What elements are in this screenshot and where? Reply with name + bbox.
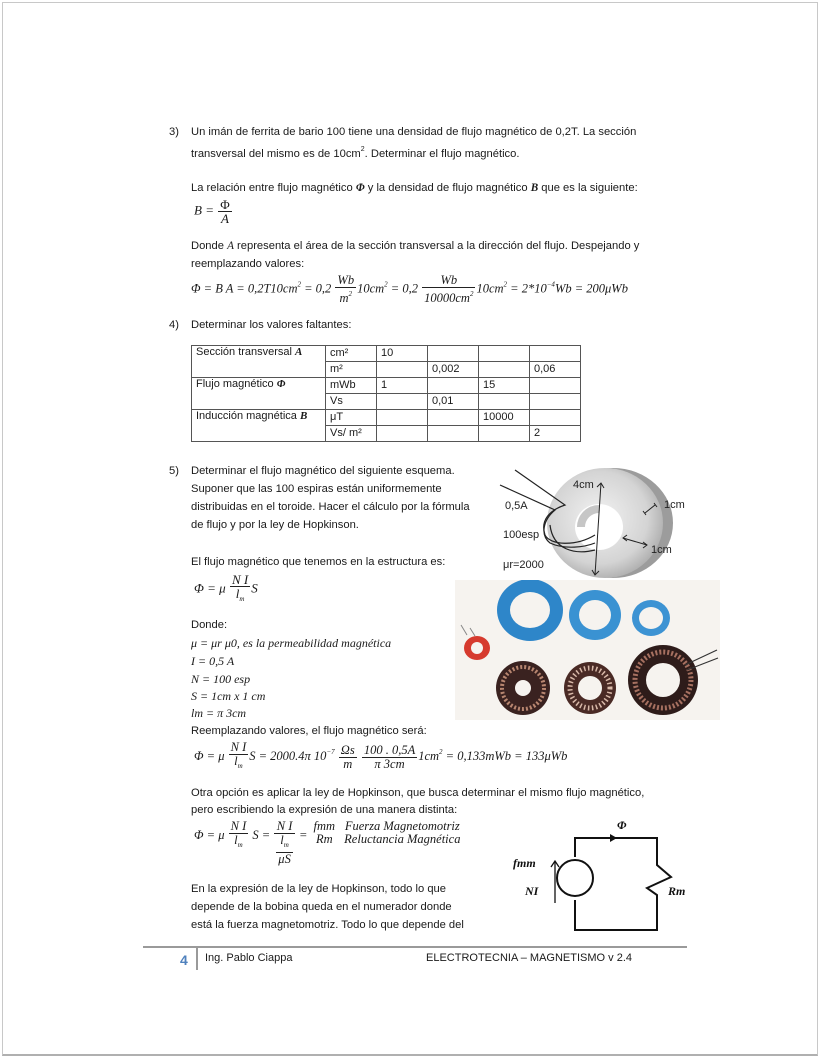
- quantity-label: Inducción magnética B: [192, 410, 326, 442]
- circuit-phi-label: Φ: [617, 818, 627, 832]
- replace-text: Reemplazando valores, el flujo magnético será:: [191, 725, 427, 737]
- table-row: [192, 378, 581, 394]
- flux-arrow-icon: [610, 834, 617, 842]
- mu-r-label: μr=2000: [503, 559, 544, 571]
- value-cell: [377, 410, 428, 426]
- formula-b-equals-phi-over-a: B = $\frac{\Phi}{A}$: [194, 197, 230, 226]
- value-cell: [428, 378, 479, 394]
- table-row: [192, 410, 581, 426]
- turns-label: 100esp: [503, 529, 540, 541]
- hopkinson-text-1: Otra opción es aplicar la ley de Hopkinson, que busca determinar el mismo flujo magnético,: [191, 787, 645, 799]
- value-cell: 10: [377, 346, 428, 362]
- value-cell: 15: [479, 378, 530, 394]
- unit-cell: Vs: [326, 394, 377, 410]
- definition-i: I = 0,5 A: [191, 654, 235, 668]
- definition-n: N = 100 esp: [191, 672, 251, 686]
- footer-separator: [196, 948, 198, 970]
- toroid-core: [547, 468, 673, 578]
- value-cell: [479, 426, 530, 442]
- unit-cell: mWb: [326, 378, 377, 394]
- quantity-label: Sección transversal A: [192, 346, 326, 378]
- value-cell: [479, 346, 530, 362]
- formula-flux: Φ = μ $\frac{\text{N I}}{l_m}$ S: [194, 572, 258, 603]
- current-label: 0,5A: [505, 500, 528, 512]
- footer-divider: [143, 946, 687, 948]
- wound-toroid-1: [496, 661, 550, 715]
- wound-toroid-2: [564, 662, 616, 714]
- circuit-ni-label: NI: [525, 884, 539, 898]
- magnetic-circuit-diagram: [505, 815, 695, 940]
- problem-5-line-3: distribuidas en el toroide. Hacer el cálculo por la fórmula: [191, 501, 470, 513]
- problem-5-line-4: de flujo y por la ley de Hopkinson.: [191, 519, 359, 531]
- value-cell: 0,002: [428, 362, 479, 378]
- value-cell: 0,01: [428, 394, 479, 410]
- value-cell: [530, 346, 581, 362]
- value-cell: 1: [377, 378, 428, 394]
- value-cell: 2: [530, 426, 581, 442]
- hopkinson-text-2: pero escribiendo la expresión de una manera distinta:: [191, 804, 458, 816]
- problem-4-title: Determinar los valores faltantes:: [191, 319, 352, 331]
- value-cell: [377, 394, 428, 410]
- table-row: [192, 346, 581, 362]
- width-label-2: 1cm: [651, 544, 672, 556]
- value-cell: 10000: [479, 410, 530, 426]
- missing-values-table: [191, 345, 581, 442]
- blue-ferrite-core-medium: [569, 590, 621, 640]
- footer-title: ELECTROTECNIA – MAGNETISMO v 2.4: [426, 952, 632, 964]
- mmf-source-icon: [557, 860, 593, 896]
- toroid-diagram: [495, 465, 705, 583]
- problem-3-line-1: Un imán de ferrita de bario 100 tiene una densidad de flujo magnético de 0,2T. La sección: [191, 126, 637, 138]
- circuit-rm-label: Rm: [668, 884, 686, 898]
- problem-5-line-2: Suponer que las 100 espiras están uniformemente: [191, 483, 442, 495]
- value-cell: 0,06: [530, 362, 581, 378]
- page-number: 4: [180, 952, 188, 968]
- unit-cell: μT: [326, 410, 377, 426]
- where-a-text: Donde A representa el área de la sección transversal a la dirección del flujo. Despejando y: [191, 240, 640, 252]
- problem-5-number: 5): [169, 465, 179, 477]
- problem-3-number: 3): [169, 126, 179, 138]
- footer-author: Ing. Pablo Ciappa: [205, 952, 293, 964]
- definition-s: S = 1cm x 1 cm: [191, 689, 266, 703]
- unit-cell: cm²: [326, 346, 377, 362]
- unit-cell: Vs/ m²: [326, 426, 377, 442]
- problem-3-line-2: transversal del mismo es de $10cm^2$. Determinar el flujo magnético.: [191, 146, 520, 160]
- value-cell: [428, 426, 479, 442]
- value-cell: [479, 394, 530, 410]
- diameter-label: 4cm: [573, 479, 594, 491]
- formula-flux-calculation: Φ = μ $\frac{\text{N I}}{l_m}$ S = 2000.4π $10^{-7}$ $\frac{\Omega s}{m}$ $\frac{100 . 0,5A}{\pi 3cm}$ $1cm^2 = 0,133mWb = 133\mu Wb$: [194, 740, 568, 771]
- definition-lm: lm = π 3cm: [191, 706, 247, 720]
- unit-cell: m²: [326, 362, 377, 378]
- problem-4-number: 4): [169, 319, 179, 331]
- problem-5-line-1: Determinar el flujo magnético del siguiente esquema.: [191, 465, 455, 477]
- formula-hopkinson: Φ = μ $\frac{\text{N I}}{l_m}$ S = $\frac{\text{N I}}{\frac{l_m}{\mu S}}$ = fmm Rm Fuerza Magnetomotriz Reluctancia Magnética: [194, 819, 461, 866]
- blue-ferrite-core-large: [497, 580, 563, 641]
- value-cell: [377, 426, 428, 442]
- where-a-text-line-2: reemplazando valores:: [191, 258, 305, 270]
- formula-phi-calculation: Φ = B $A = 0,2T10cm^2 = 0,2$ $\frac{Wb}{m^2}$ $10cm^2 = 0,2$ $\frac{Wb}{10000cm^2}$ $10cm^2 = 2*10^{-4}Wb = 200\mu Wb$: [191, 273, 628, 305]
- value-cell: [530, 378, 581, 394]
- end-text-3: está la fuerza magnetomotriz. Todo lo que depende del: [191, 919, 464, 931]
- relation-text: La relación entre flujo magnético Φ y la densidad de flujo magnético B que es la siguiente:: [191, 182, 638, 194]
- width-label-1: 1cm: [664, 499, 685, 511]
- value-cell: [428, 410, 479, 426]
- value-cell: [530, 394, 581, 410]
- toroid-cores-photo: [455, 580, 720, 720]
- circuit-fmm-label: fmm: [513, 856, 536, 870]
- definition-mu: μ = μr μ0, es la permeabilidad magnética: [191, 636, 392, 650]
- blue-ferrite-core-small: [632, 600, 670, 636]
- value-cell: [377, 362, 428, 378]
- value-cell: [428, 346, 479, 362]
- quantity-label: Flujo magnético Φ: [192, 378, 326, 410]
- end-text-1: En la expresión de la ley de Hopkinson, todo lo que: [191, 883, 446, 895]
- donde-label: Donde:: [191, 619, 228, 631]
- value-cell: [530, 410, 581, 426]
- structure-text: El flujo magnético que tenemos en la estructura es:: [191, 556, 446, 568]
- value-cell: [479, 362, 530, 378]
- end-text-2: depende de la bobina queda en el numerador donde: [191, 901, 452, 913]
